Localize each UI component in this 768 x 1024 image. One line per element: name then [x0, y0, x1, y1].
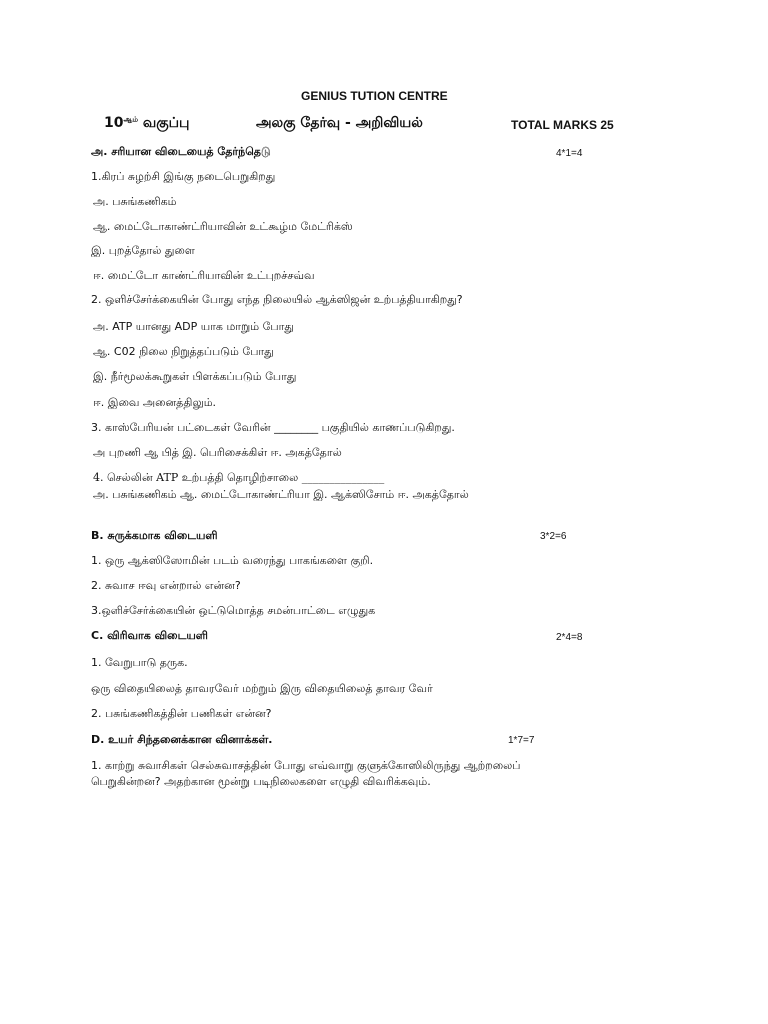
- class-suffix: ஆம்: [123, 115, 138, 124]
- option-a2-3: இ. நீர்மூலக்கூறுகள் பிளக்கப்படும் போது: [93, 370, 297, 383]
- option-a1-2: ஆ. மைட்டோகாண்ட்ரியாவின் உட்கூழ்ம மேட்ரிக்ஸ்: [93, 220, 353, 233]
- question-c2: 2. பசுங்கணிகத்தின் பணிகள் என்ன?: [91, 707, 272, 720]
- centre-title: GENIUS TUTION CENTRE: [301, 89, 448, 103]
- class-number: 10: [104, 115, 124, 131]
- question-a1: 1.கிரப் சுழற்சி இங்கு நடைபெறுகிறது: [91, 170, 276, 183]
- class-label: [104, 116, 189, 130]
- section-a-heading: அ. சரியான விடையைத் தேர்ந்தெடு: [91, 145, 271, 158]
- question-d1-line2: பெறுகின்றன? அதற்கான மூன்று படிநிலைகளை எழுதி விவரிக்கவும்.: [91, 775, 431, 788]
- section-d-heading: D. உயர் சிந்தனைக்கான வினாக்கள்.: [91, 733, 273, 746]
- question-d1-line1: 1. காற்று சுவாசிகள் செல்சுவாசத்தின் போது எவ்வாறு குளுக்கோஸிலிருந்து ஆற்றலைப்: [91, 759, 521, 772]
- exam-title: அலகு தேர்வு - அறிவியல்: [256, 115, 423, 131]
- total-marks: TOTAL MARKS 25: [511, 118, 614, 132]
- section-b-heading: B. சுருக்கமாக விடையளி: [91, 529, 218, 542]
- option-a2-4: ஈ. இவை அனைத்திலும்.: [93, 396, 217, 409]
- section-c-heading: C. விரிவாக விடையளி: [91, 629, 208, 642]
- question-b2: 2. சுவாச ஈவு என்றால் என்ன?: [91, 579, 241, 592]
- options-a4: அ. பசுங்கணிகம் ஆ. மைட்டோகாண்ட்ரியா இ. ஆக்ஸிசோம் ஈ. அகத்தோல்: [93, 488, 469, 501]
- option-a1-1: அ. பசுங்கணிகம்: [93, 195, 177, 208]
- option-a2-1: அ. ATP யானது ADP யாக மாறும் போது: [93, 320, 294, 333]
- question-b1: 1. ஒரு ஆக்ஸிஸோமின் படம் வரைந்து பாகங்களை குறி.: [91, 554, 374, 567]
- section-b-marks: 3*2=6: [540, 531, 567, 542]
- question-b3: 3.ஒளிச்சேர்க்கையின் ஒட்டுமொத்த சமன்பாட்டை எழுதுக: [91, 604, 376, 617]
- question-a3: 3. காஸ்பேரியன் பட்டைகள் வேரின் ________ பகுதியில் காணப்படுகிறது.: [91, 421, 455, 434]
- options-a3: அ புறணி ஆ பித் இ. பெரிசைக்கிள் ஈ. அகத்தோல்: [93, 446, 342, 459]
- class-word: வகுப்பு: [142, 115, 190, 131]
- question-a4: 4. செல்லின் ATP உற்பத்தி தொழிற்சாலை _______________: [93, 471, 385, 484]
- option-a1-3: இ. புறத்தோல் துளை: [91, 244, 195, 257]
- section-c-marks: 2*4=8: [556, 632, 583, 643]
- option-a2-2: ஆ. C02 நிலை நிறுத்தப்படும் போது: [93, 345, 274, 358]
- question-c1: 1. வேறுபாடு தருக.: [91, 656, 188, 669]
- section-a-marks: 4*1=4: [556, 148, 583, 159]
- question-a2: 2. ஒளிச்சேர்க்கையின் போது எந்த நிலையில் ஆக்ஸிஜன் உற்பத்தியாகிறது?: [91, 293, 463, 306]
- question-c1-detail: ஒரு விதையிலைத் தாவரவேர் மற்றும் இரு விதையிலைத் தாவர வேர்: [91, 682, 433, 695]
- section-d-marks: 1*7=7: [508, 735, 535, 746]
- option-a1-4: ஈ. மைட்டோ காண்ட்ரியாவின் உட்புறச்சவ்வ: [93, 269, 315, 282]
